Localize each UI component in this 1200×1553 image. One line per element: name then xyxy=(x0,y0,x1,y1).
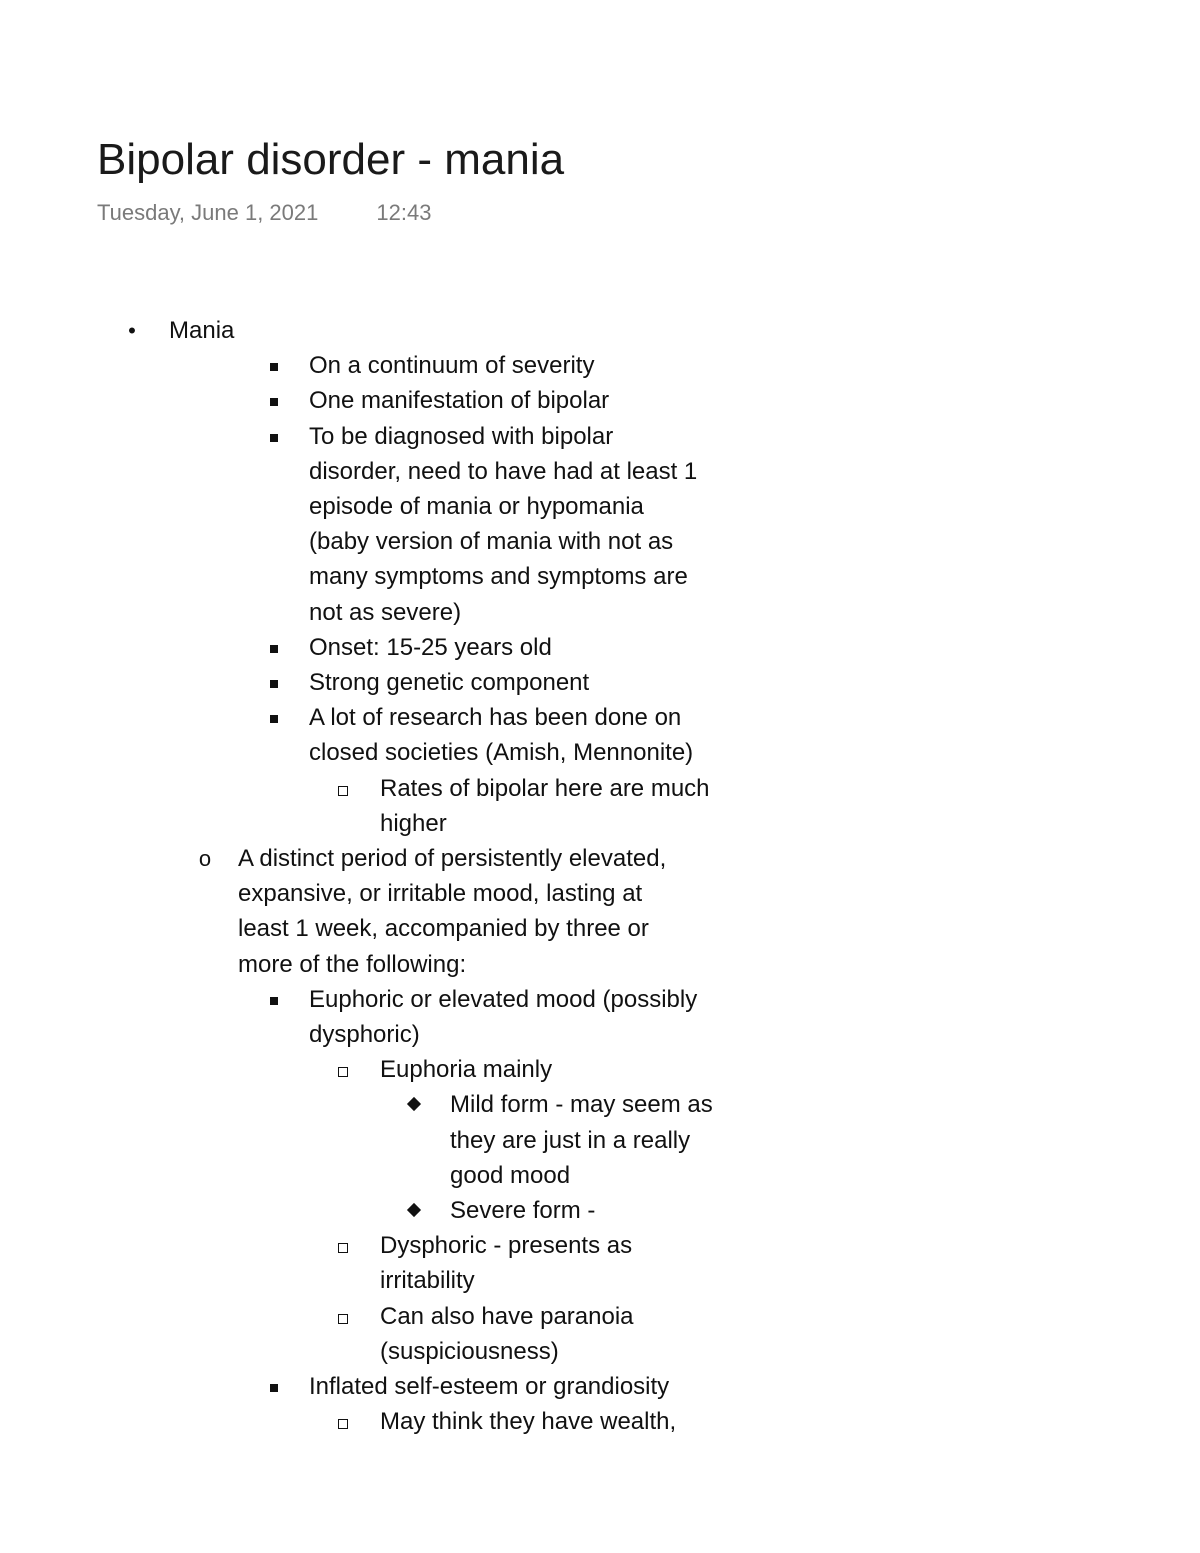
note-line: May think they have wealth, xyxy=(380,1408,677,1436)
hollow-square-bullet-icon xyxy=(338,1067,348,1077)
diamond-bullet-icon xyxy=(407,1097,421,1111)
note-line: Onset: 15-25 years old xyxy=(309,633,552,661)
square-bullet-icon xyxy=(270,997,278,1005)
square-bullet-icon xyxy=(270,1384,278,1392)
note-line: good mood xyxy=(450,1161,571,1189)
note-line: Inflated self-esteem or grandiosity xyxy=(309,1373,670,1400)
note-line: irritability xyxy=(380,1267,475,1295)
note-line: least 1 week, accompanied by three or xyxy=(238,915,649,943)
disc-bullet-icon: • xyxy=(128,318,136,343)
page-date: Tuesday, June 1, 2021 xyxy=(97,200,319,225)
diamond-bullet-icon xyxy=(407,1203,421,1217)
note-line: Mild form - may seem as xyxy=(450,1091,713,1119)
note-line: not as severe) xyxy=(309,598,462,626)
note-line: Dysphoric - presents as xyxy=(380,1232,633,1260)
note-line: Can also have paranoia xyxy=(380,1302,634,1330)
page-title: Bipolar disorder - mania xyxy=(97,135,565,184)
note-line: (suspiciousness) xyxy=(380,1337,559,1365)
note-line: expansive, or irritable mood, lasting at xyxy=(238,880,643,908)
note-line: more of the following: xyxy=(238,950,467,978)
square-bullet-icon xyxy=(270,398,278,406)
square-bullet-icon xyxy=(270,715,278,723)
hollow-square-bullet-icon xyxy=(338,1243,348,1253)
note-line: closed societies (Amish, Mennonite) xyxy=(309,739,694,767)
square-bullet-icon xyxy=(270,434,278,442)
note-line: Euphoric or elevated mood (possibly xyxy=(309,985,698,1013)
page-time: 12:43 xyxy=(376,200,432,225)
note-line: A distinct period of persistently elevated, xyxy=(238,845,667,872)
note-line: One manifestation of bipolar xyxy=(309,387,610,415)
note-line: Euphoria mainly xyxy=(380,1056,553,1084)
note-line: they are just in a really xyxy=(450,1126,691,1154)
hollow-square-bullet-icon xyxy=(338,1314,348,1324)
note-line: (baby version of mania with not as xyxy=(309,528,674,556)
square-bullet-icon xyxy=(270,645,278,653)
note-line: disorder, need to have had at least 1 xyxy=(309,457,698,485)
circle-bullet-icon: o xyxy=(198,846,212,871)
note-line: Mania xyxy=(169,317,235,344)
hollow-square-bullet-icon xyxy=(338,786,348,796)
note-line: Severe form - xyxy=(450,1197,596,1224)
square-bullet-icon xyxy=(270,680,278,688)
note-line: Rates of bipolar here are much xyxy=(380,774,710,802)
note-line: episode of mania or hypomania xyxy=(309,493,644,520)
square-bullet-icon xyxy=(270,363,278,371)
note-line: Strong genetic component xyxy=(309,669,590,696)
note-line: On a continuum of severity xyxy=(309,352,595,380)
note-line: higher xyxy=(380,809,447,837)
page-meta xyxy=(97,198,431,228)
note-line: A lot of research has been done on xyxy=(309,704,682,732)
note-line: To be diagnosed with bipolar xyxy=(309,422,614,450)
hollow-square-bullet-icon xyxy=(338,1419,348,1429)
note-line: many symptoms and symptoms are xyxy=(309,563,688,591)
note-line: dysphoric) xyxy=(309,1021,420,1048)
